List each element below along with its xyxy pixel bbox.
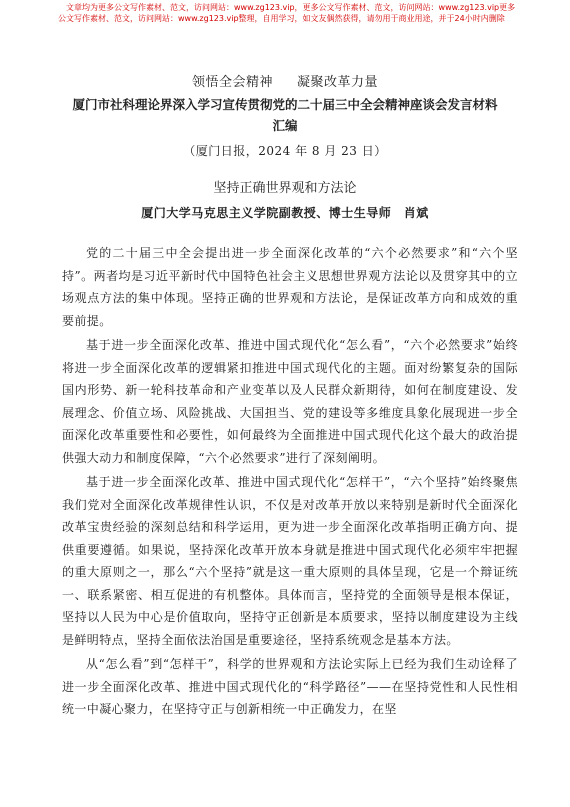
paragraph: 从“怎么看”到“怎样干”，科学的世界观和方法论实际上已经为我们生动诠释了进一步全面深化改革、推进中国式现代化的“科学路径”——在坚持党性和人民性相统一中凝心聚力，在坚持守正与创新相统一中正确发力，在坚 <box>62 657 518 716</box>
paragraph: 基于进一步全面深化改革、推进中国式现代化“怎样干”，“六个坚持”始终聚焦我们党对全面深化改革规律性认识，不仅是对改革开放以来特别是新时代全面深化改革宝贵经验的深刻总结和科学运用，更为进一步全面深化改革指明正确方向、提供重要遵循。如果说，坚持深化改革开放本身就是推进中国式现代化必须牢牢把握的重大原则之一，那么“六个坚持”就是这一重大原则的具体呈现，它是一个辩证统一、联系紧密、相互促进的有机整体。具体而言，坚持党的全面领导是根本保证，坚持以人民为中心是价值取向，坚持守正创新是本质要求，坚持以制度建设为主线是鲜明特点，坚持全面依法治国是重要途径，坚持系统观念是基本方法。 <box>62 475 518 647</box>
title-left: 领悟全会精神 <box>191 75 273 90</box>
watermark <box>0 2 570 24</box>
document-title <box>0 74 570 92</box>
title-right: 凝聚改革力量 <box>297 75 379 90</box>
article-body <box>62 242 518 723</box>
article-title: 坚持正确世界观和方法论 <box>213 181 357 196</box>
watermark-line-2: 公文写作素材、范文，访问网站：www.zg123.vip整理，自用学习，如文友偶然获得，请勿用于商业用途，并于24小时内删除 <box>58 14 505 23</box>
article-byline: 厦门大学马克思主义学院副教授、博士生导师 肖斌 <box>141 206 429 220</box>
document-header <box>0 74 570 160</box>
dateline: （厦门日报，2024 年 8 月 23 日） <box>183 144 387 158</box>
document-subtitle: 厦门市社科理论界深入学习宣传贯彻党的二十届三中全会精神座谈会发言材料汇编 <box>72 97 498 133</box>
paragraph: 党的二十届三中全会提出进一步全面深化改革的“六个必然要求”和“六个坚持”。两者均是习近平新时代中国特色社会主义思想世界观方法论以及贯穿其中的立场观点方法的集中体现。坚持正确的世界观和方法论，是保证改革方向和成效的重要前提。 <box>62 246 518 328</box>
watermark-line-1: 文章均为更多公文写作素材、范文，访问网站：www.zg123.vip，更多公文写作素材、范文，访问网站：www.zg123.vip更多 <box>66 3 516 12</box>
paragraph: 基于进一步全面深化改革、推进中国式现代化“怎么看”，“六个必然要求”始终将进一步全面深化改革的逻辑紧扣推进中国式现代化的主题。面对纷繁复杂的国际国内形势、新一轮科技革命和产业变革以及人民群众新期待，如何在制度建设、发展理念、价值立场、风险挑战、大国担当、党的建设等多维度具象化展现进一步全面深化改革重要性和必要性，如何最终为全面推进中国式现代化这个最大的政治提供强大动力和制度保障，“六个必然要求”进行了深刻阐明。 <box>62 338 518 465</box>
